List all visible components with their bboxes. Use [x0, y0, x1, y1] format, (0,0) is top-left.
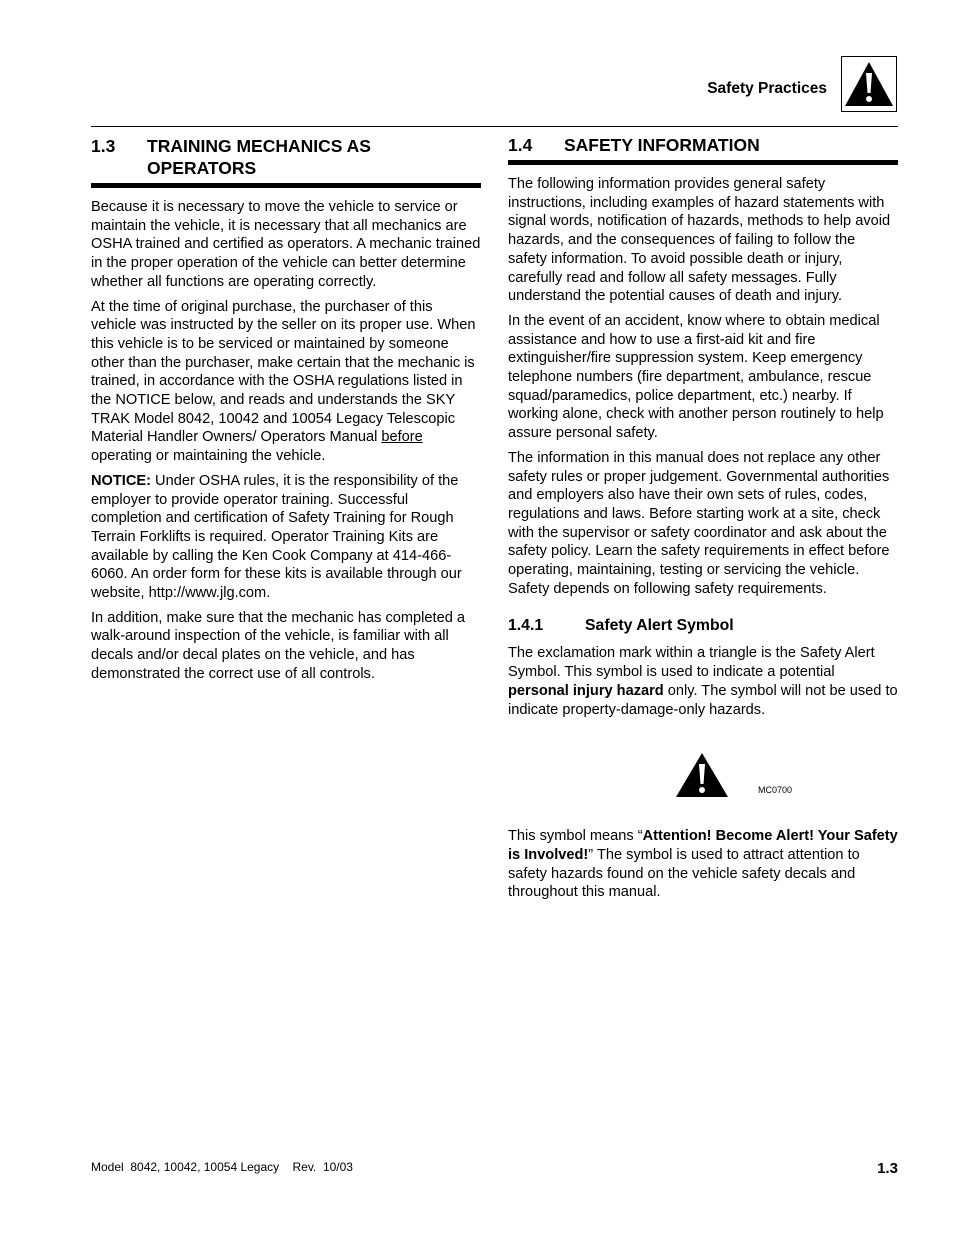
left-column [91, 134, 481, 690]
header-rule [91, 126, 898, 127]
header-icon-box [841, 56, 897, 112]
notice-label: NOTICE: [91, 472, 151, 489]
section-title: TRAINING MECHANICS AS OPERATORS [147, 136, 371, 178]
safety-alert-figure [508, 729, 898, 821]
figure-code: MC0700 [758, 785, 793, 796]
paragraph: The following information provides general safety instructions, including examples of hazard statements with signal words, notification of hazards, methods to help avoid hazards, and the consequences of failing to follow the safety information. To avoid possible death or injury, carefully read and follow all safety messages. Fully understand the potential causes of death and injury. [508, 176, 891, 305]
footer-model: Model 8042, 10042, 10054 Legacy Rev. 10/03 [91, 1160, 353, 1174]
right-column [508, 134, 898, 908]
section-rule [508, 160, 898, 165]
paragraph: In the event of an accident, know where to obtain medical assistance and how to use a first-aid kit and fire extinguisher/fire suppression system. Keep emergency telephone numbers (fire department, ambulance, rescue squad/paramedics, police department, etc.) nearby. If working alone, check with another person routinely to help assure personal safety. [508, 312, 884, 442]
subsection-number: 1.4.1 [508, 617, 544, 635]
section-number: 1.4 [508, 135, 533, 155]
paragraph: In addition, make sure that the mechanic has completed a walk-around inspection of the vehicle, is familiar with all decals and/or decal plates on the vehicle, and has demonstrated the correct use of all controls. [91, 609, 465, 682]
section-1-4-heading [508, 134, 898, 160]
section-number: 1.3 [91, 136, 116, 156]
paragraph: This symbol means “Attention! Become Alert! Your Safety is Involved!” The symbol is used to attract attention to safety hazards found on the vehicle safety decals and throughout this manual. [508, 828, 898, 901]
warning-triangle-icon [843, 59, 895, 109]
paragraph: Because it is necessary to move the vehicle to service or maintain the vehicle, it is necessary that all mechanics are OSHA trained and certified as operators. A mechanic trained in the proper operation of the vehicle can better determine whether all functions are operating correctly. [91, 199, 481, 290]
paragraph: The exclamation mark within a triangle is the Safety Alert Symbol. This symbol is used to indicate a potential personal injury hazard only. The symbol will not be used to indicate property-damage-only hazards. [508, 645, 898, 718]
paragraph: At the time of original purchase, the purchaser of this vehicle was instructed by the seller on its proper use. When this vehicle is to be serviced or maintained by someone other than the purchaser, make certain that the mechanic is trained, in accordance with the OSHA regulations listed in the NOTICE below, and reads and understands the SKY TRAK Model 8042, 10042 and 10054 Legacy Telescopic Material Handler Owners/ Operators Manual before operating or maintaining the vehicle. [91, 298, 476, 465]
header-title: Safety Practices [707, 80, 827, 97]
paragraph: The information in this manual does not replace any other safety rules or proper judgement. Governmental authorities and employers also have their own sets of rules, codes, regulations and laws. Before starting work at a site, check with the supervisor or safety coordinator and ask about the safety policy. Learn the safety requirements in effect before operating, maintaining, testing or servicing the vehicle. Safety depends on following safety requirements. [508, 449, 890, 597]
subsection-title: Safety Alert Symbol [585, 617, 734, 635]
notice-paragraph: NOTICE: Under OSHA rules, it is the responsibility of the employer to provide operator training. Successful completion and certification of Safety Training for Rough Terrain Forklifts is required. Operator Training Kits are available by calling the Ken Cook Company at 414-466-6060. An order form for these kits is available through our website, http://www.jlg.com. [91, 472, 462, 602]
section-1-3-heading [91, 134, 481, 183]
warning-triangle-icon [674, 751, 730, 799]
section-title: SAFETY INFORMATION [564, 135, 760, 155]
section-rule [91, 183, 481, 188]
page-number: 1.3 [877, 1160, 898, 1177]
subsection-1-4-1-heading [508, 616, 898, 636]
